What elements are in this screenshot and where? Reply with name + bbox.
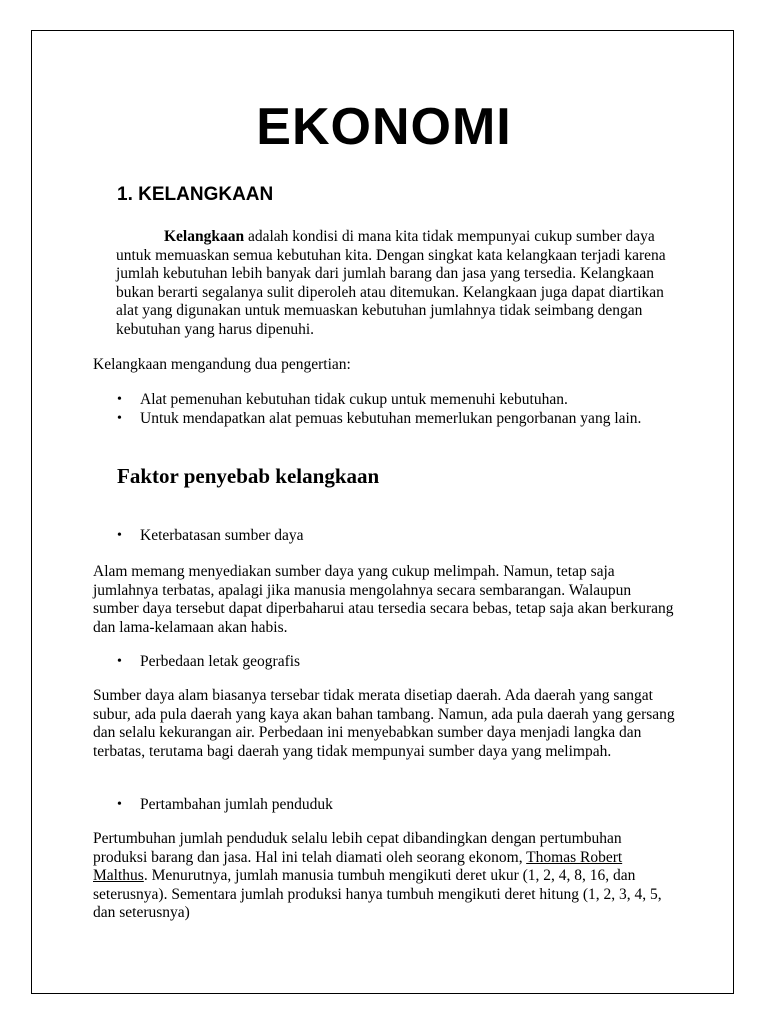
factor-title: • Perbedaan letak geografis bbox=[117, 653, 667, 672]
factor-text-3-after: . Menurutnya, jumlah manusia tumbuh mengikuti deret ukur (1, 2, 4, 8, 16, dan seterusnya). Sementara jumlah produksi hanya tumbuh mengikuti deret hitung (1, 2, 3, 4, 5, dan seterusnya) bbox=[93, 867, 662, 922]
list-item: • Untuk mendapatkan alat pemuas kebutuhan memerlukan pengorbanan yang lain. bbox=[117, 410, 667, 429]
factor-text-1: Alam memang menyediakan sumber daya yang cukup melimpah. Namun, tetap saja jumlahnya terbatas, apalagi jika manusia mengolahnya secara sembarangan. Walaupun sumber daya tersebut dapat diperbaharui atau tersedia secara bebas, tetap saja akan berkurang dan lama-kelamaan akan habis. bbox=[93, 563, 674, 636]
factor-text-3-before: Pertumbuhan jumlah penduduk selalu lebih cepat dibandingkan dengan pertumbuhan produksi barang dan jasa. Hal ini telah diamati oleh seorang ekonom, bbox=[93, 830, 622, 866]
factor-bullet-2 bbox=[117, 653, 667, 672]
intro-text: adalah kondisi di mana kita tidak mempunyai cukup sumber daya untuk memuaskan semua kebutuhan kita. Dengan singkat kata kelangkaan terjadi karena jumlah kebutuhan lebih banyak dari jumlah barang dan jasa yang tersedia. Kelangkaan bukan berarti segalanya sulit diperoleh atau ditemukan. Kelangkaan juga dapat diartikan alat yang digunakan untuk memuaskan kebutuhan jumlahnya tidak seimbang dengan kebutuhan yang harus dipenuhi. bbox=[116, 228, 666, 338]
document-title: EKONOMI bbox=[256, 98, 512, 156]
malthus-link[interactable]: Thomas Robert Malthus bbox=[93, 848, 623, 885]
section-heading: 1. KELANGKAAN bbox=[117, 184, 274, 205]
list-item: • Alat pemenuhan kebutuhan tidak cukup untuk memenuhi kebutuhan. bbox=[117, 391, 667, 410]
factor-bullet-1 bbox=[117, 527, 667, 546]
meaning-intro: Kelangkaan mengandung dua pengertian: bbox=[93, 356, 351, 373]
factors-heading: Faktor penyebab kelangkaan bbox=[117, 464, 380, 488]
intro-term: Kelangkaan bbox=[164, 228, 245, 245]
factor-text-3 bbox=[93, 830, 678, 923]
factor-text-2: Sumber daya alam biasanya tersebar tidak merata disetiap daerah. Ada daerah yang sangat subur, ada pula daerah yang kaya akan bahan tambang. Namun, ada pula daerah yang gersang dan selalu kekurangan air. Perbedaan ini menyebabkan sumber daya menjadi langka dan terbatas, terutama bagi daerah yang tidak mempunyai sumber daya yang melimpah. bbox=[93, 687, 675, 760]
factor-title: • Pertambahan jumlah penduduk bbox=[117, 796, 667, 815]
meanings-list bbox=[117, 391, 667, 428]
factor-bullet-3 bbox=[117, 796, 667, 815]
intro-paragraph bbox=[116, 228, 676, 340]
factor-title: • Keterbatasan sumber daya bbox=[117, 527, 667, 546]
